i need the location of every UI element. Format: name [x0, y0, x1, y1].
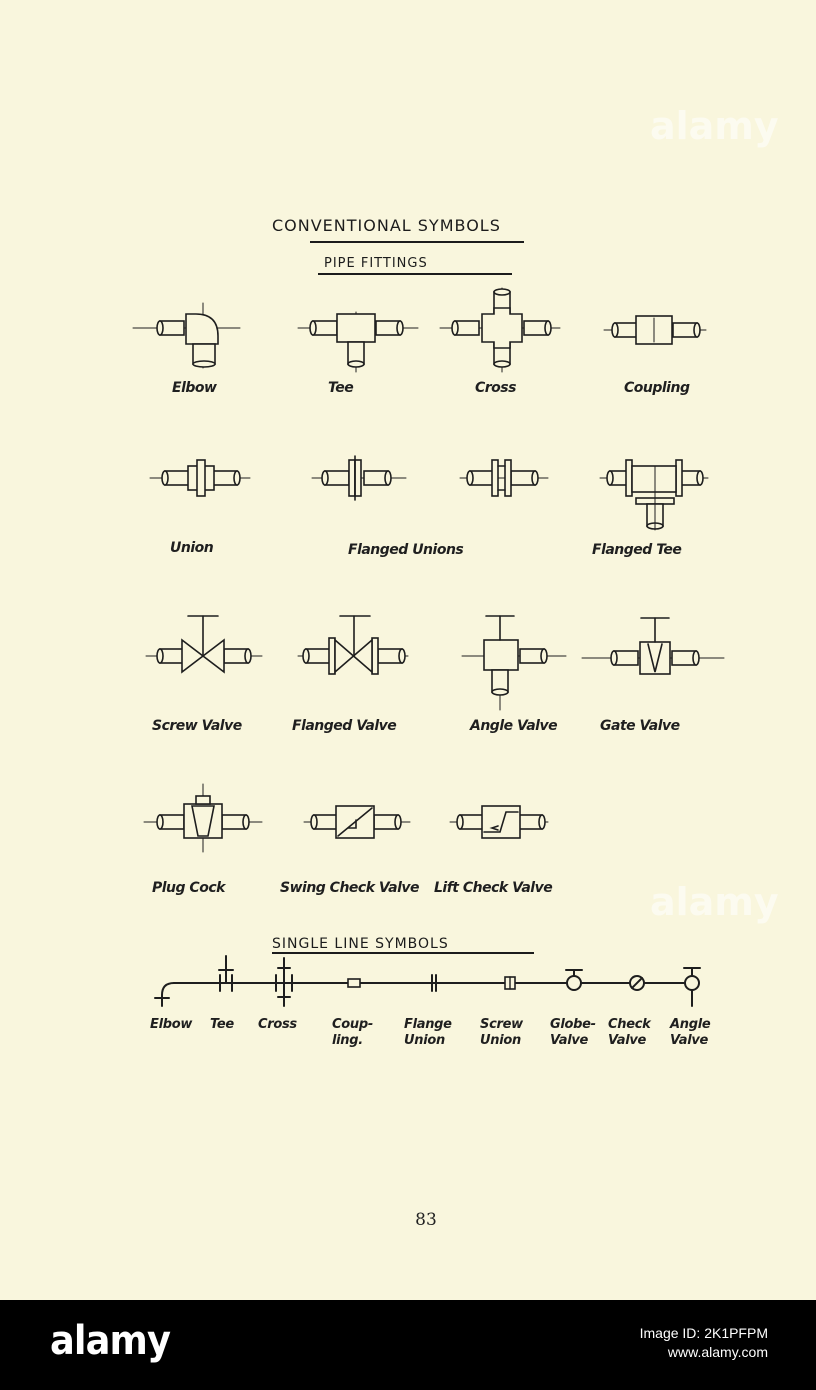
pipe-fittings-heading: PIPE FITTINGS: [324, 256, 428, 271]
single-line-underline: [272, 952, 534, 954]
label-flanged-valve: Flanged Valve: [292, 718, 397, 734]
sl-label-flange-union: Flange Union: [404, 1017, 452, 1048]
single-line-diagram: [155, 956, 700, 1006]
flanged-union-symbol-2: [460, 460, 548, 496]
pipe-fittings-underline: [318, 273, 512, 275]
sl-label-cross: Cross: [258, 1017, 297, 1032]
label-gate-valve: Gate Valve: [600, 718, 680, 734]
elbow-symbol: [133, 303, 240, 368]
swing-check-valve-symbol: [304, 806, 410, 838]
tee-symbol: [298, 312, 418, 372]
label-lift-check-valve: Lift Check Valve: [434, 880, 553, 896]
main-heading-underline: [310, 241, 524, 243]
image-id: Image ID: 2K1PFPM: [639, 1325, 768, 1341]
sl-label-elbow: Elbow: [150, 1017, 193, 1032]
flanged-valve-symbol: [298, 616, 408, 674]
label-coupling: Coupling: [624, 380, 690, 396]
label-swing-check-valve: Swing Check Valve: [280, 880, 420, 896]
sl-label-tee: Tee: [210, 1017, 234, 1032]
label-union: Union: [170, 540, 214, 556]
label-flanged-unions: Flanged Unions: [348, 542, 464, 558]
label-angle-valve: Angle Valve: [470, 718, 558, 734]
main-heading: CONVENTIONAL SYMBOLS: [272, 216, 501, 235]
sl-label-globe-valve: Globe- Valve: [550, 1017, 596, 1048]
watermark-top: alamy: [650, 104, 779, 148]
stock-url: www.alamy.com: [667, 1344, 768, 1360]
sl-label-screw-union: Screw Union: [480, 1017, 523, 1048]
label-tee: Tee: [328, 380, 354, 396]
single-line-heading: SINGLE LINE SYMBOLS: [272, 936, 449, 952]
cross-symbol: [440, 288, 560, 372]
label-plug-cock: Plug Cock: [152, 880, 225, 896]
sl-label-check-valve: Check Valve: [608, 1017, 651, 1048]
sl-label-coupling: Coup- ling.: [332, 1017, 373, 1048]
stock-logo: alamy: [50, 1318, 171, 1364]
page-number: 83: [415, 1210, 437, 1230]
label-cross: Cross: [475, 380, 516, 396]
flanged-tee-symbol: [600, 460, 708, 530]
screw-valve-symbol: [146, 616, 262, 672]
label-elbow: Elbow: [172, 380, 217, 396]
lift-check-valve-symbol: [450, 806, 548, 838]
union-symbol: [150, 460, 250, 496]
sl-label-angle-valve: Angle Valve: [670, 1017, 711, 1048]
angle-valve-symbol: [462, 616, 566, 710]
plug-cock-symbol: [144, 784, 262, 852]
coupling-symbol: [604, 316, 706, 344]
watermark-middle: alamy: [650, 880, 779, 924]
label-flanged-tee: Flanged Tee: [592, 542, 682, 558]
label-screw-valve: Screw Valve: [152, 718, 242, 734]
flanged-union-symbol-1: [312, 456, 406, 500]
stock-image-info: [640, 1324, 768, 1362]
gate-valve-symbol: [582, 618, 724, 674]
